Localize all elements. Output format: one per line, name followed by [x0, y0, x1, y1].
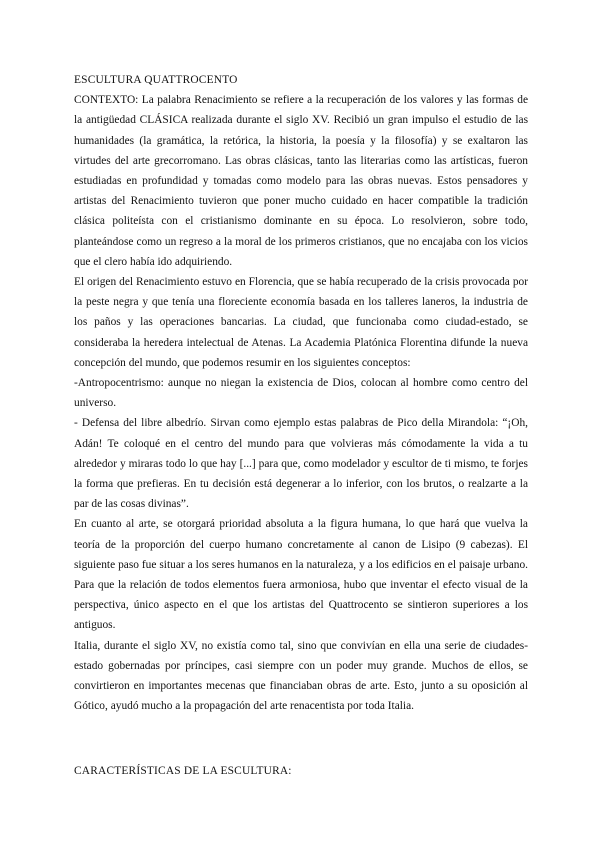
- paragraph-italy-city-states: Italia, durante el siglo XV, no existía como tal, sino que convivían en ella una serie de ciudades-estado gobernadas por príncipes, casi siempre con un poder muy grande. Muchos de ellos, se convirtieron en importantes mecenas que financiaban obras de arte. Esto, junto a su oposición al Gótico, ayudó mucho a la propagación del arte renacentista por toda Italia.: [74, 639, 528, 713]
- section-spacer: [74, 717, 528, 761]
- section-heading: CARACTERÍSTICAS DE LA ESCULTURA:: [74, 764, 292, 777]
- paragraph-florence-origin: El origen del Renacimiento estuvo en Florencia, que se había recuperado de la crisis provocada por la peste negra y que tenía una floreciente economía basada en los talleres laneros, la industria de los paños y las operaciones bancarias. La ciudad, que funcionaba como ciudad-estado, se consideraba la heredera intelectual de Atenas. La Academia Platónica Florentina difunde la nueva concepción del mundo, que podemos resumir en los siguientes conceptos:: [74, 276, 528, 369]
- document-title: ESCULTURA QUATTROCENTO: [74, 74, 238, 86]
- paragraph-anthropocentrism: -Antropocentrismo: aunque no niegan la existencia de Dios, colocan al hombre como centro del universo.: [74, 377, 528, 410]
- document-body: [74, 70, 528, 781]
- paragraph-context: CONTEXTO: La palabra Renacimiento se refiere a la recuperación de los valores y las formas de la antigüedad CLÁSICA realizada durante el siglo XV. Recibió un gran impulso el estudio de las humanidades (la gramática, la retórica, la historia, la poesía y la filosofía) y se exaltaron las virtudes del arte grecorromano. Las obras clásicas, tanto las literarias como las artísticas, fueron estudiadas en profundidad y tomadas como modelo para las obras nuevas. Estos pensadores y artistas del Renacimiento tuvieron que poner mucho cuidado en hacer compatible la tradición clásica politeísta con el cristianismo dominante en su época. Lo resolvieron, sobre todo, planteándose como un regreso a la moral de los primeros cristianos, que no encajaba con los vicios que el clero había ido adquiriendo.: [74, 94, 528, 268]
- paragraph-art-priorities: En cuanto al arte, se otorgará prioridad absoluta a la figura humana, lo que hará que vuelva la teoría de la proporción del cuerpo humano concretamente al canon de Lisipo (9 cabezas). El siguiente paso fue situar a los seres humanos en la naturaleza, y a los edificios en el paisaje urbano. Para que la relación de todos elementos fuera armoniosa, hubo que inventar el efecto visual de la perspectiva, único aspecto en el que los artistas del Quattrocento se sintieron superiores a los antiguos.: [74, 518, 528, 632]
- paragraph-free-will: - Defensa del libre albedrío. Sirvan como ejemplo estas palabras de Pico della Mirandola: “¡Oh, Adán! Te coloqué en el centro del mundo para que volvieras más cómodamente la vida a tu alrededor y miraras todo lo que hay [...] para que, como modelador y escultor de ti mismo, te forjes la forma que prefieras. En tu decisión está degenerar a lo inferior, con los brutos, o realzarte a la par de las cosas divinas”.: [74, 417, 528, 511]
